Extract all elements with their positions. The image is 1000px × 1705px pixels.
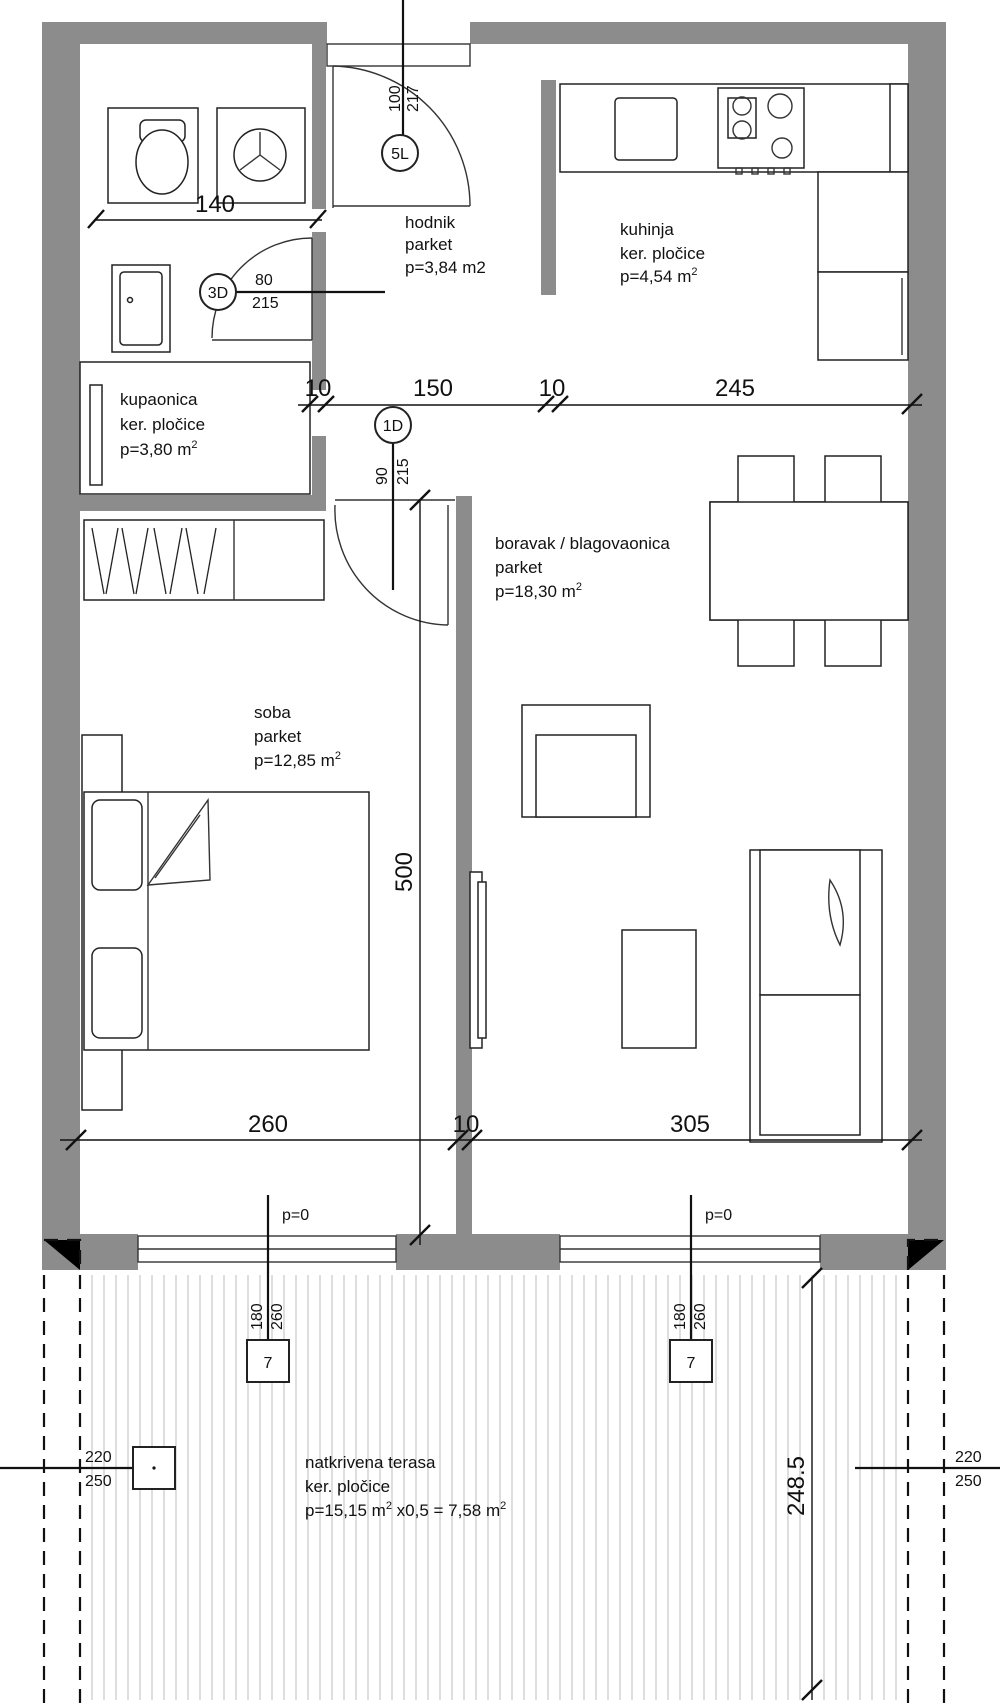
window-2-tag: 7: [686, 1355, 696, 1372]
window-tag-2: [670, 1195, 732, 1382]
dim-150: 150: [412, 375, 454, 402]
kupaonica-area: p=3,80 $m^2$: [120, 439, 198, 459]
door-1d-tag: 1D: [382, 418, 404, 435]
hodnik-area: p=3,84 m2: [405, 258, 486, 277]
hodnik-name: hodnik: [405, 213, 456, 232]
bedroom-door: [335, 500, 455, 625]
window-2-height: 260: [692, 1303, 709, 1330]
soba-area: p=12,85 $m^2$: [254, 750, 341, 770]
room-label-hodnik: [405, 213, 486, 277]
kitchen-fixtures: [560, 84, 908, 360]
dim-305: 305: [669, 1111, 711, 1138]
soba-floor: parket: [254, 727, 302, 746]
boravak-name: boravak / blagovaonica: [495, 534, 670, 553]
door-5l-height: 217: [405, 85, 422, 112]
section-left-b: 250: [85, 1473, 112, 1490]
window-1-sill: p=0: [282, 1207, 310, 1224]
boravak-floor: parket: [495, 558, 543, 577]
kupaonica-floor: ker. pločice: [120, 415, 206, 434]
section-marker-right: [855, 1449, 1000, 1490]
soba-name: soba: [254, 703, 291, 722]
kuhinja-area: p=4,54 $m^2$: [620, 266, 698, 286]
section-marker-left: [0, 1447, 175, 1490]
door-tag-3D: [200, 272, 385, 312]
door-1d-width: 90: [374, 467, 391, 485]
room-label-kupaonica: [120, 390, 205, 459]
dim-248-5: 248.5: [783, 1455, 810, 1517]
door-3d-width: 80: [255, 272, 273, 289]
dim-260: 260: [247, 1111, 289, 1138]
terasa-area: p=15,15 $m^2$ x0,5 = 7,58 $m^2$: [305, 1500, 507, 1520]
section-right-b: 250: [955, 1473, 982, 1490]
hodnik-floor: parket: [405, 235, 453, 254]
dim-140: 140: [194, 191, 236, 218]
room-label-kuhinja: [620, 220, 705, 286]
bed: [82, 735, 369, 1110]
boravak-area: p=18,30 $m^2$: [495, 581, 582, 601]
room-label-soba: [254, 703, 341, 770]
dim-500: 500: [391, 851, 418, 893]
door-5l-tag: 5L: [391, 146, 409, 163]
living-furniture: [470, 705, 882, 1142]
terasa-floor: ker. pločice: [305, 1477, 391, 1496]
kupaonica-name: kupaonica: [120, 390, 198, 409]
kuhinja-floor: ker. pločice: [620, 244, 706, 263]
room-label-boravak: [495, 534, 670, 601]
window-1-width: 180: [249, 1303, 266, 1330]
terasa-name: natkrivena terasa: [305, 1453, 436, 1472]
dining-table: [710, 456, 908, 666]
section-left-a: 220: [85, 1449, 112, 1466]
dim-10-b: 10: [538, 375, 566, 402]
window-1-height: 260: [269, 1303, 286, 1330]
window-tag-1: [247, 1195, 309, 1382]
dim-10-a: 10: [304, 375, 332, 402]
door-3d-tag: 3D: [207, 285, 229, 302]
entrance-door: [327, 44, 470, 208]
terrace-floor: [92, 1275, 896, 1700]
door-tag-1D: [374, 407, 412, 590]
door-1d-height: 215: [395, 458, 412, 485]
door-5l-width: 100: [387, 85, 404, 112]
dim-10-c: 10: [452, 1111, 480, 1138]
wardrobe: [84, 520, 324, 600]
dim-245: 245: [714, 375, 756, 402]
section-right-a: 220: [955, 1449, 982, 1466]
door-3d-height: 215: [252, 295, 279, 312]
door-tag-5L: [382, 0, 422, 171]
window-2-sill: p=0: [705, 1207, 733, 1224]
kuhinja-name: kuhinja: [620, 220, 674, 239]
window-1-tag: 7: [263, 1355, 273, 1372]
window-2-width: 180: [672, 1303, 689, 1330]
